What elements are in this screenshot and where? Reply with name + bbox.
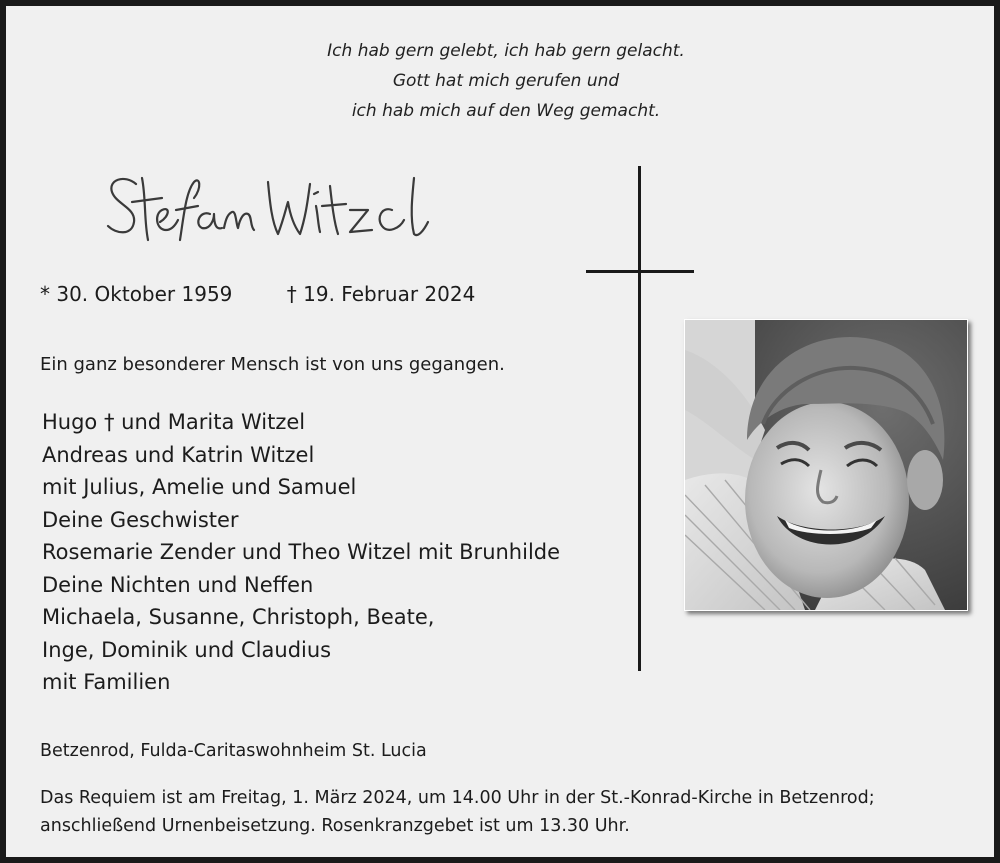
cross-icon-horizontal-bar xyxy=(586,270,694,273)
list-item: Andreas und Katrin Witzel xyxy=(42,442,315,467)
mourners-list xyxy=(42,406,560,699)
funeral-notice xyxy=(40,784,875,840)
cross-icon-vertical-bar xyxy=(638,166,641,671)
intro-text: Ein ganz besonderer Mensch ist von uns gegangen. xyxy=(40,354,505,375)
verse-line-2: Gott hat mich gerufen und xyxy=(392,71,620,91)
death-date: † 19. Februar 2024 xyxy=(286,282,476,306)
birth-date: * 30. Oktober 1959 xyxy=(40,282,233,306)
list-item: mit Familien xyxy=(42,670,171,694)
list-item: Rosemarie Zender und Theo Witzel mit Brunhilde xyxy=(42,540,561,564)
life-dates xyxy=(40,282,475,306)
list-item: mit Julius, Amelie und Samuel xyxy=(42,475,357,499)
list-item: Michaela, Susanne, Christoph, Beate, xyxy=(42,605,435,629)
notice-line-1: Das Requiem ist am Freitag, 1. März 2024, um 14.00 Uhr in der St.-Konrad-Kirche in Betzenrod; xyxy=(40,788,875,808)
handwritten-signature xyxy=(102,164,432,260)
list-item: Deine Nichten und Neffen xyxy=(42,572,314,597)
verse xyxy=(6,36,1000,126)
portrait-photo xyxy=(684,319,968,611)
verse-line-1: Ich hab gern gelebt, ich hab gern gelacht. xyxy=(327,41,685,61)
list-item: Deine Geschwister xyxy=(42,507,239,532)
notice-line-2: anschließend Urnenbeisetzung. Rosenkranzgebet ist um 13.30 Uhr. xyxy=(40,816,630,836)
verse-line-3: ich hab mich auf den Weg gemacht. xyxy=(351,101,661,121)
list-item: Hugo † und Marita Witzel xyxy=(42,410,306,434)
place-text: Betzenrod, Fulda-Caritaswohnheim St. Lucia xyxy=(40,741,427,761)
list-item: Inge, Dominik und Claudius xyxy=(42,637,332,662)
